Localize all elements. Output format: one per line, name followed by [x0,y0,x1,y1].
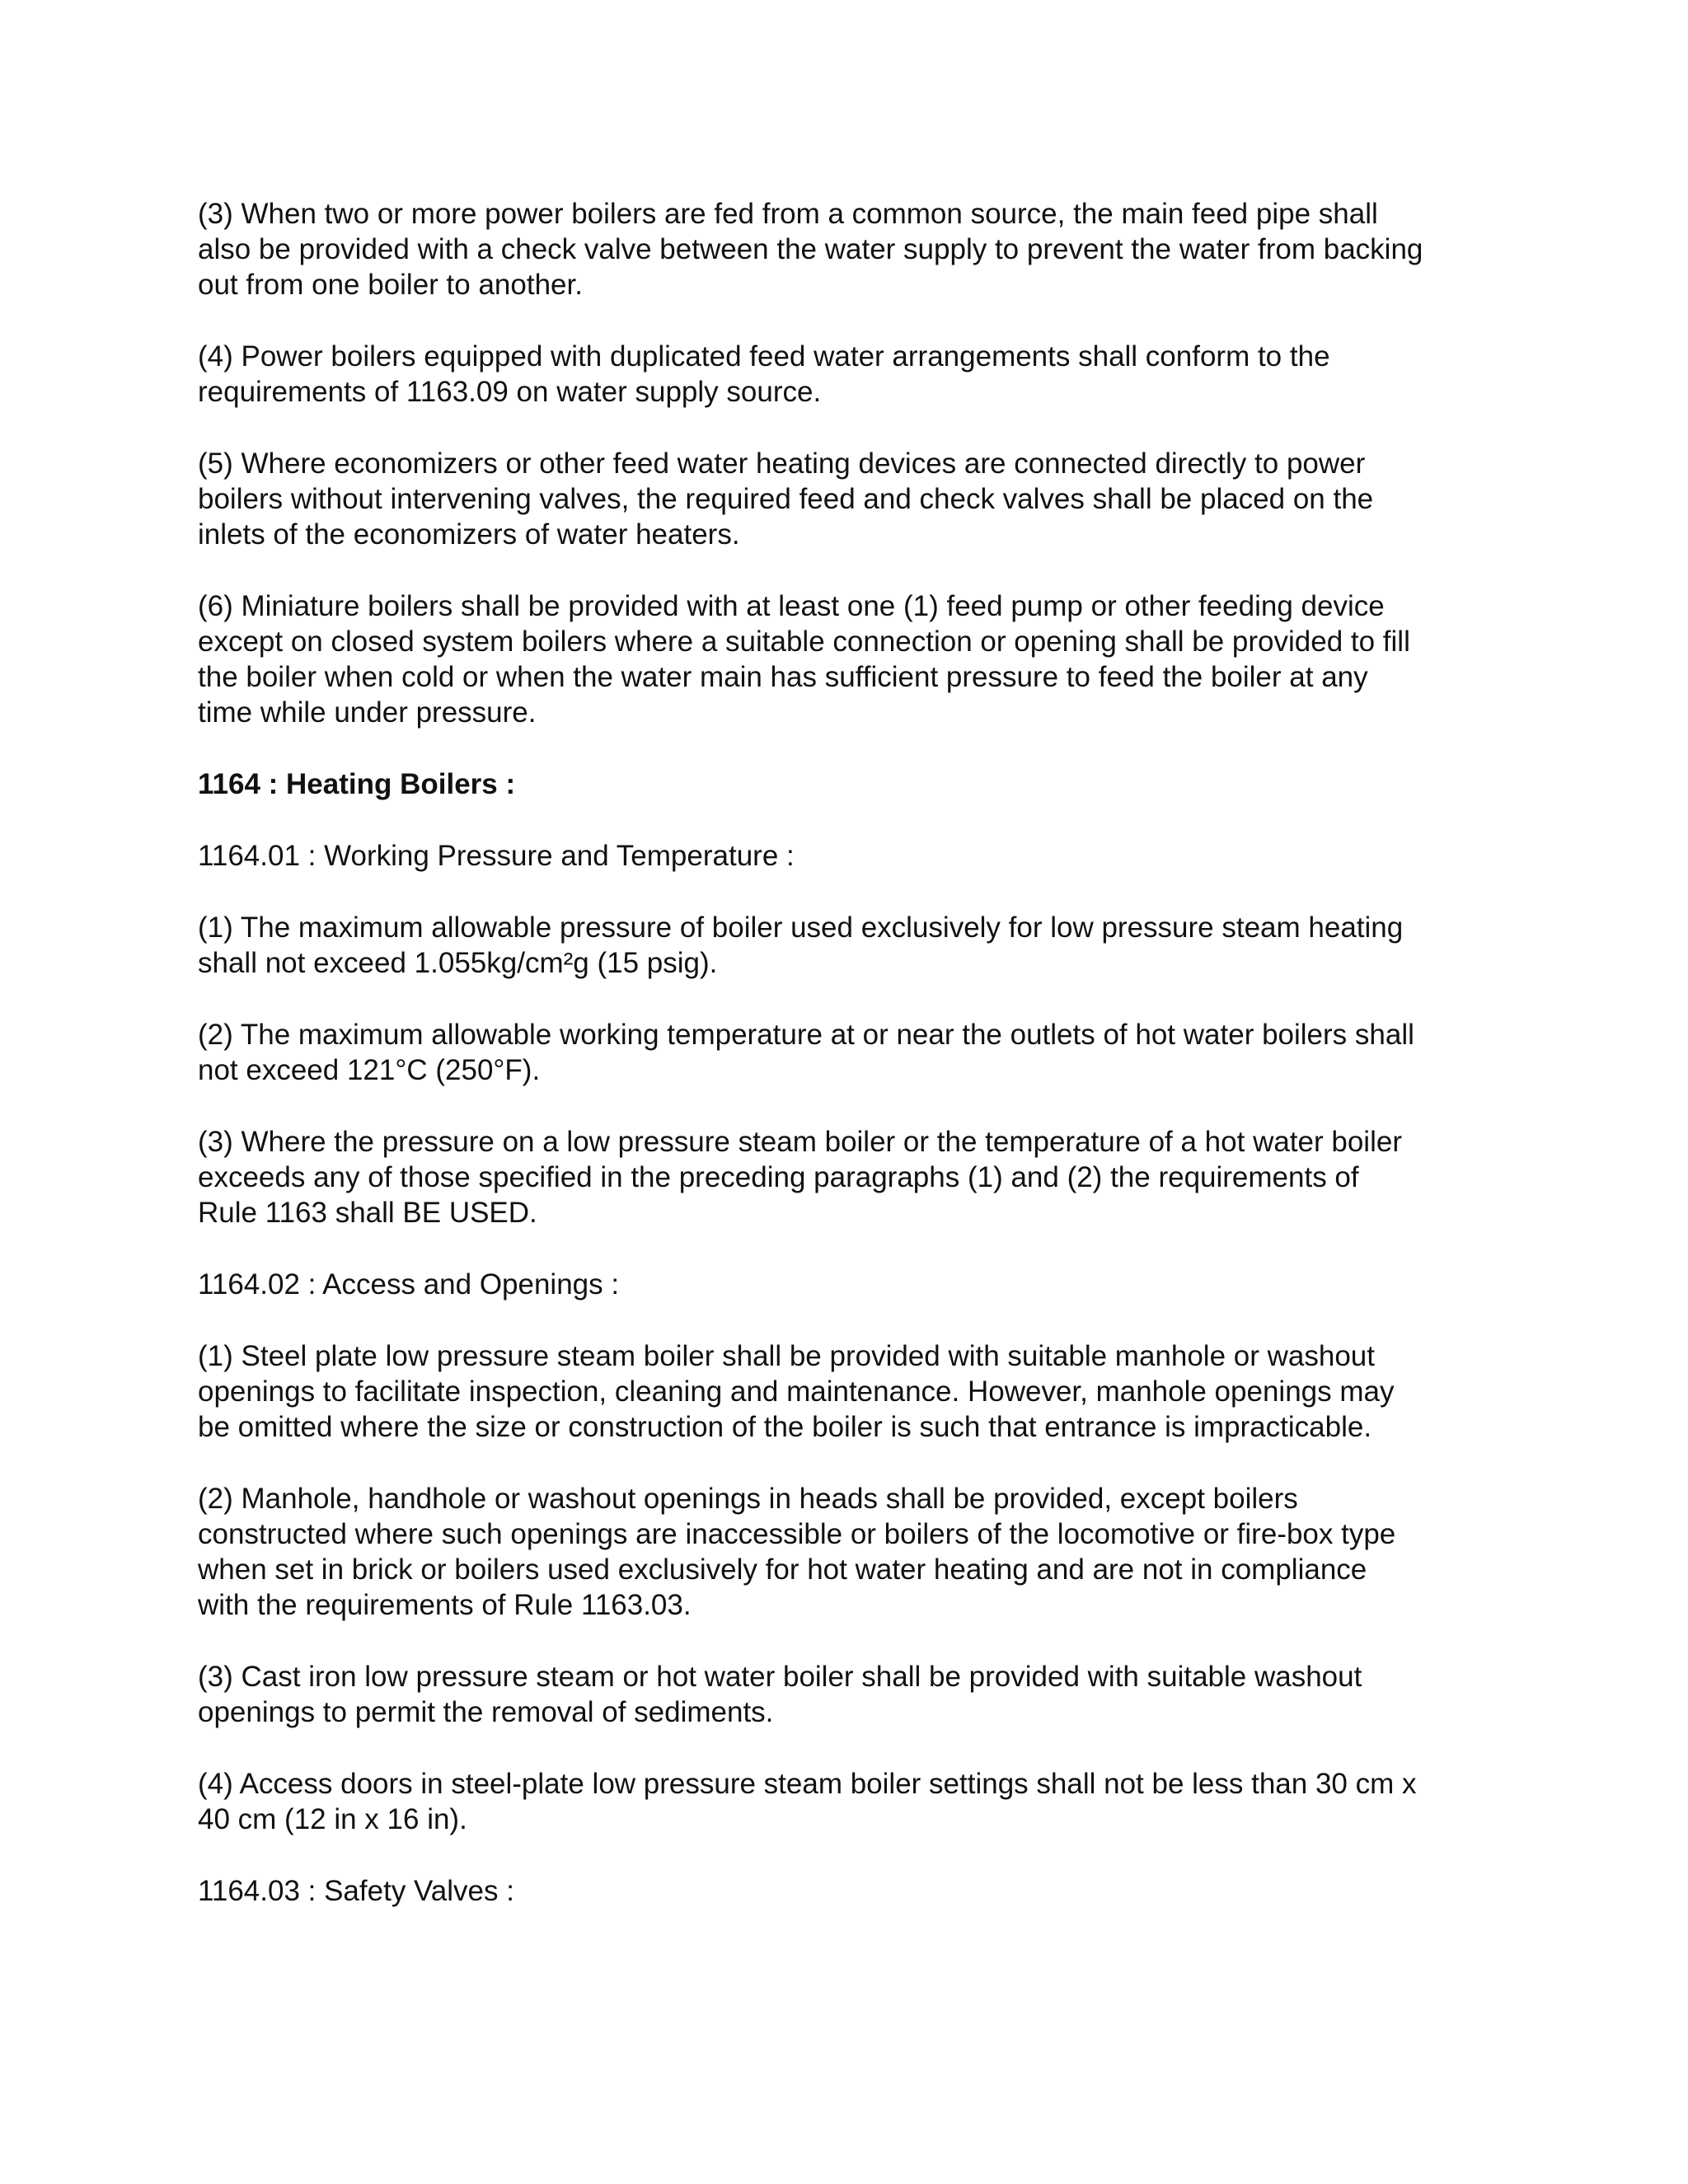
paragraph [198,1017,1492,1088]
paragraph [198,588,1492,730]
text-line: except on closed system boilers where a suitable connection or opening shall be provided to fill [198,626,1410,658]
text-line: out from one boiler to another. [198,269,583,301]
text-line: the boiler when cold or when the water main has sufficient pressure to feed the boiler at any [198,661,1368,693]
text-line: time while under pressure. [198,696,537,729]
paragraph [198,196,1492,302]
text-line: Rule 1163 shall BE USED. [198,1197,537,1229]
paragraph [198,339,1492,410]
text-line: (6) Miniature boilers shall be provided with at least one (1) feed pump or other feeding device [198,590,1385,622]
section-heading [198,766,1492,802]
text-line: constructed where such openings are inaccessible or boilers of the locomotive or fire-box type [198,1518,1396,1550]
text-line: (1) The maximum allowable pressure of boiler used exclusively for low pressure steam heating [198,912,1404,944]
subsection-heading [198,1873,1492,1909]
subsection-heading [198,1267,1492,1302]
paragraph [198,1766,1492,1837]
text-line: openings to facilitate inspection, cleaning and maintenance. However, manhole openings may [198,1376,1395,1408]
text-line: 1164 : Heating Boilers : [198,768,516,800]
text-line: when set in brick or boilers used exclusively for hot water heating and are not in compliance [198,1554,1367,1586]
text-line: openings to permit the removal of sediments. [198,1696,774,1728]
paragraph [198,910,1492,981]
document-page [198,196,1492,1945]
text-line: boilers without intervening valves, the required feed and check valves shall be placed on the [198,483,1374,515]
text-line: inlets of the economizers of water heaters. [198,518,740,551]
text-line: (2) Manhole, handhole or washout openings in heads shall be provided, except boilers [198,1483,1298,1515]
text-line: (5) Where economizers or other feed water heating devices are connected directly to power [198,448,1366,480]
text-line: 1164.02 : Access and Openings : [198,1268,620,1301]
text-line: (2) The maximum allowable working temperature at or near the outlets of hot water boilers shall [198,1019,1414,1051]
subsection-heading [198,838,1492,874]
text-line: also be provided with a check valve between the water supply to prevent the water from backing [198,233,1423,265]
text-line: 40 cm (12 in x 16 in). [198,1803,467,1835]
text-line: 1164.01 : Working Pressure and Temperature : [198,840,795,872]
paragraph [198,1481,1492,1623]
text-line: not exceed 121°C (250°F). [198,1054,541,1086]
text-line: (4) Access doors in steel-plate low pressure steam boiler settings shall not be less than 30 cm x [198,1768,1417,1800]
text-line: (3) Where the pressure on a low pressure steam boiler or the temperature of a hot water boiler [198,1126,1402,1158]
text-line: 1164.03 : Safety Valves : [198,1875,514,1907]
text-line: (1) Steel plate low pressure steam boiler shall be provided with suitable manhole or washout [198,1340,1375,1372]
text-line: requirements of 1163.09 on water supply source. [198,376,822,408]
text-line: exceeds any of those specified in the preceding paragraphs (1) and (2) the requirements of [198,1161,1359,1193]
text-line: (3) Cast iron low pressure steam or hot water boiler shall be provided with suitable washout [198,1661,1362,1693]
text-line: (4) Power boilers equipped with duplicated feed water arrangements shall conform to the [198,340,1330,373]
paragraph [198,1338,1492,1445]
paragraph [198,1124,1492,1230]
text-line: (3) When two or more power boilers are fed from a common source, the main feed pipe shall [198,198,1378,230]
text-line: with the requirements of Rule 1163.03. [198,1589,692,1621]
text-line: shall not exceed 1.055kg/cm²g (15 psig). [198,947,718,979]
paragraph [198,446,1492,552]
text-line: be omitted where the size or construction of the boiler is such that entrance is impracticable. [198,1411,1372,1443]
paragraph [198,1659,1492,1730]
